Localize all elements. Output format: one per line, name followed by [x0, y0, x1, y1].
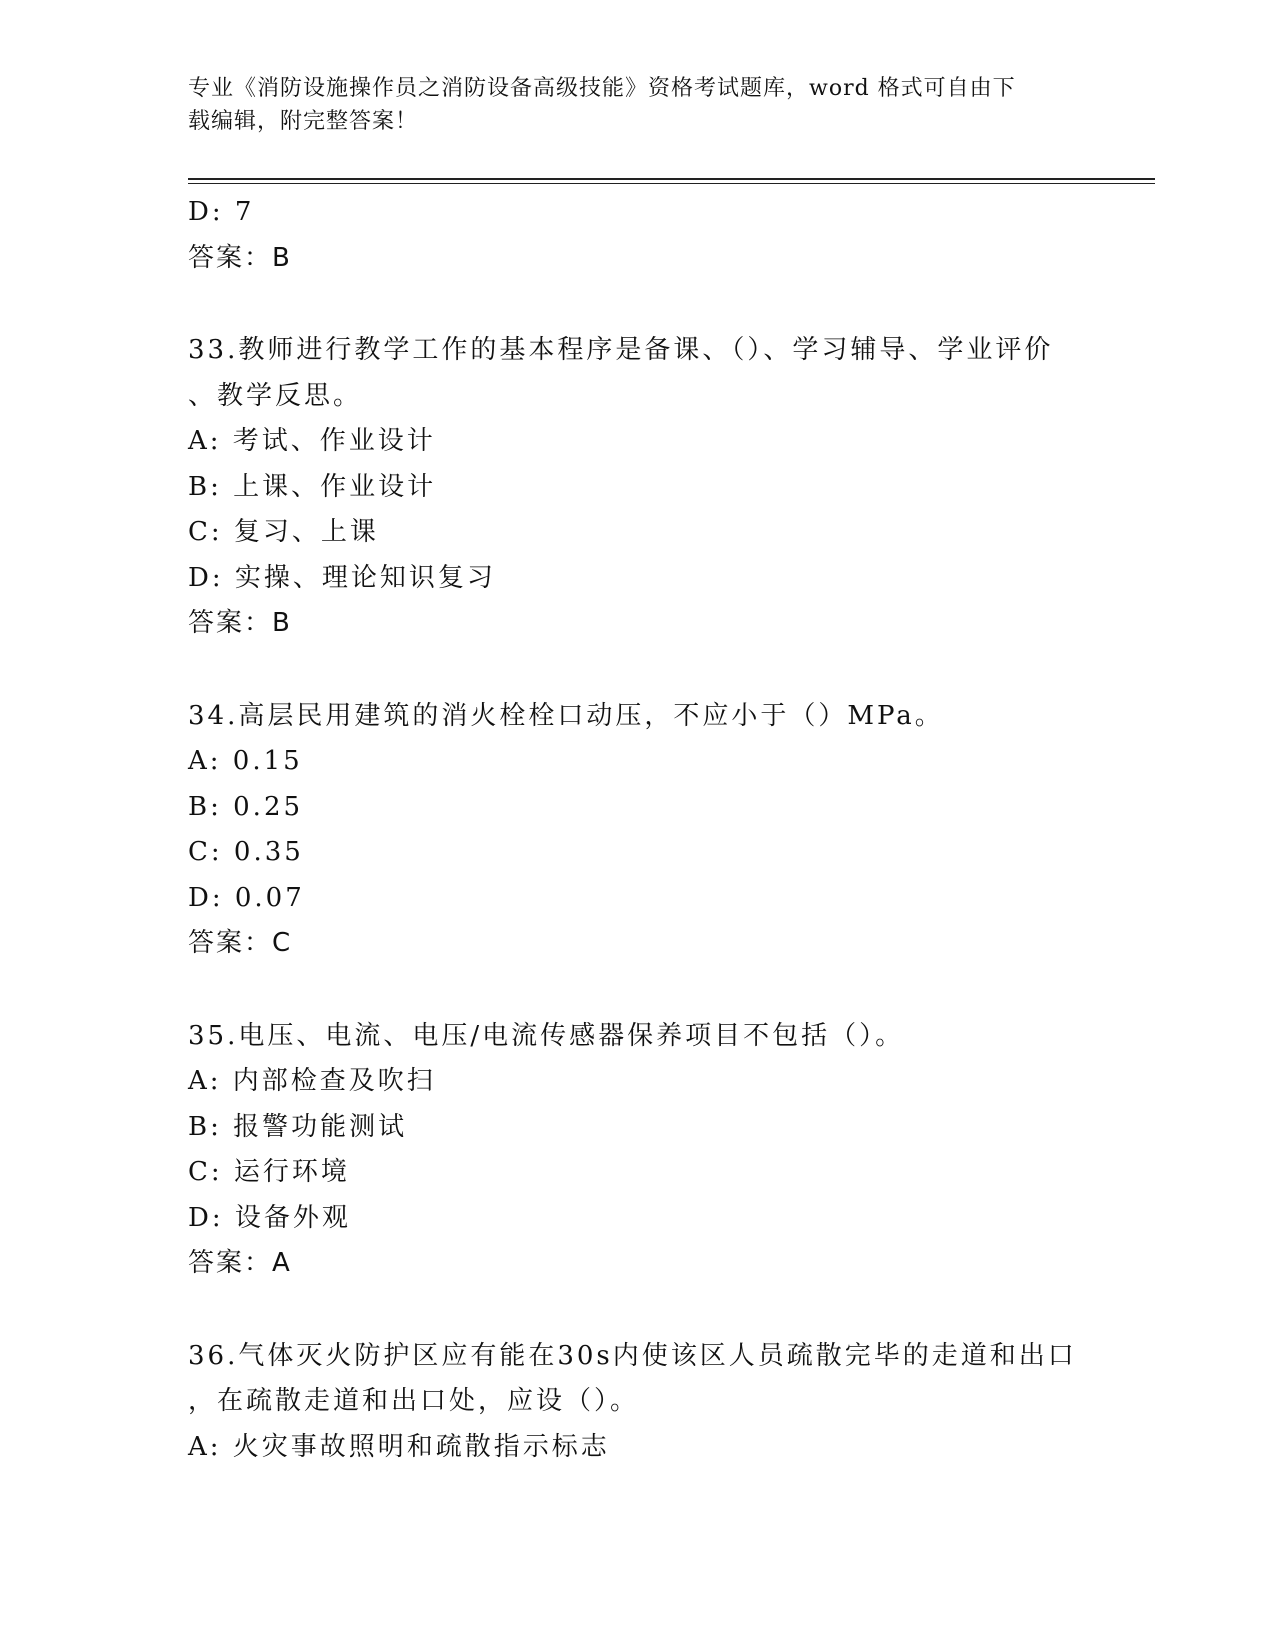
document-header	[188, 72, 1068, 138]
header-line-2: 载编辑，附完整答案！	[188, 109, 419, 134]
option-c: C: 复习、上课	[188, 517, 379, 547]
question-33	[188, 328, 1088, 647]
question-stem: 33.教师进行教学工作的基本程序是备课、（）、学习辅导、学业评价	[188, 335, 1054, 365]
option-b: B: 上课、作业设计	[188, 471, 437, 502]
answer-line: 答案：B	[188, 608, 292, 638]
option-d: D: 设备外观	[188, 1202, 351, 1233]
question-stem-continued: ，在疏散走道和出口处，应设（）。	[188, 1386, 640, 1416]
option-a: A: 考试、作业设计	[188, 426, 436, 456]
question-34	[188, 694, 1088, 967]
option-a: A: 0.15	[188, 746, 303, 776]
option-b: B: 0.25	[188, 791, 304, 822]
question-35	[188, 1014, 1088, 1287]
question-stem: 35.电压、电流、电压/电流传感器保养项目不包括（）。	[188, 1020, 905, 1051]
header-rule-thick	[188, 178, 1155, 180]
header-rule-thin	[188, 183, 1155, 184]
option-d: D: 0.07	[188, 882, 305, 913]
option-a: A: 内部检查及吹扫	[188, 1066, 436, 1096]
question-stem: 36.气体灭火防护区应有能在30s内使该区人员疏散完毕的走道和出口	[188, 1340, 1077, 1371]
previous-question-tail	[188, 190, 1088, 281]
answer-line: 答案：B	[188, 242, 292, 273]
option-b: B: 报警功能测试	[188, 1111, 408, 1142]
question-stem: 34.高层民用建筑的消火栓栓口动压，不应小于（）MPa。	[188, 700, 944, 731]
option-a: A: 火灾事故照明和疏散指示标志	[188, 1431, 610, 1462]
question-list	[188, 190, 1088, 1470]
question-stem-continued: 、教学反思。	[188, 380, 363, 411]
header-line-1: 专业《消防设施操作员之消防设备高级技能》资格考试题库，word 格式可自由下	[188, 76, 1016, 101]
answer-line: 答案：A	[188, 1248, 292, 1278]
option-c: C: 运行环境	[188, 1157, 350, 1187]
answer-line: 答案：C	[188, 928, 293, 958]
option-c: C: 0.35	[188, 837, 304, 867]
option-d: D: 7	[188, 197, 255, 227]
question-36	[188, 1334, 1088, 1471]
option-d: D: 实操、理论知识复习	[188, 562, 496, 593]
